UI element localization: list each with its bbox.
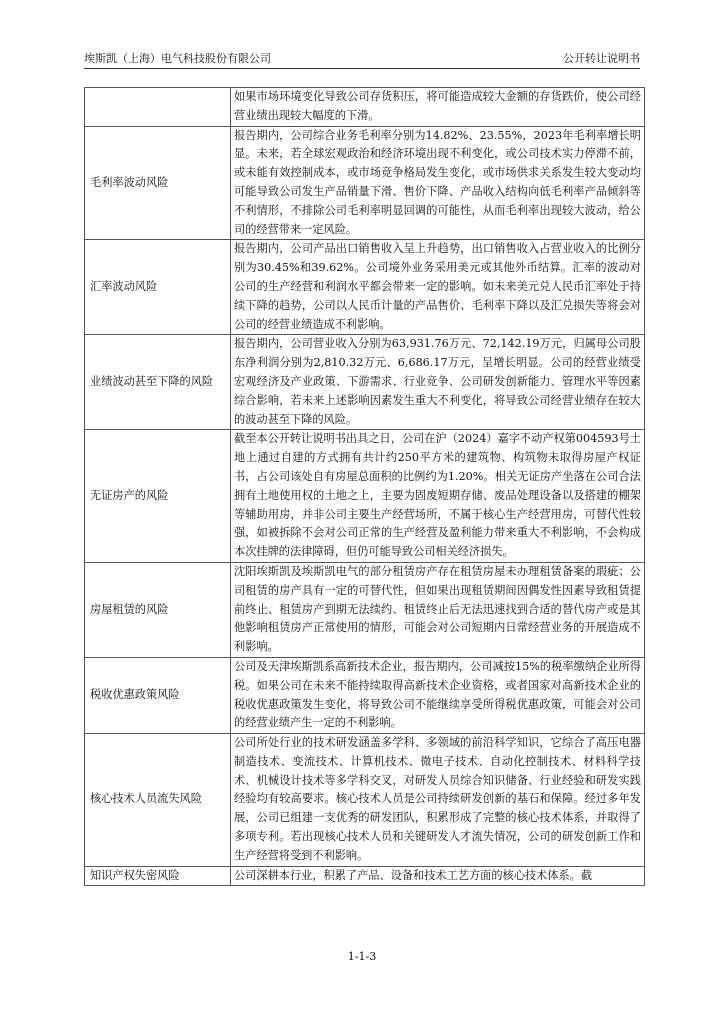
risk-name: 知识产权失密风险: [85, 866, 231, 886]
risk-name: 毛利率波动风险: [85, 126, 231, 240]
table-row: [85, 734, 645, 867]
risk-name: 汇率波动风险: [85, 240, 231, 335]
table-row: [85, 866, 645, 886]
risk-name: 业绩波动甚至下降的风险: [85, 335, 231, 430]
table-row: [85, 430, 645, 563]
table-row: [85, 88, 645, 127]
header-company: 埃斯凯（上海）电气科技股份有限公司: [84, 52, 271, 65]
risk-name: [85, 88, 231, 127]
header-doc-title: 公开转让说明书: [563, 52, 640, 65]
risk-description: 公司深耕本行业，积累了产品、设备和技术工艺方面的核心技术体系。截: [231, 866, 645, 886]
risk-description: 报告期内，公司产品出口销售收入呈上升趋势，出口销售收入占营业收入的比例分别为30.45%和39.62%。公司境外业务采用美元或其他外币结算。汇率的波动对公司的生产经营和利润水平都会带来一定的影响。如未来美元兑人民币汇率处于持续下降的趋势，公司以人民币计量的产品售价、毛利率下降以及汇兑损失等将会对公司的经营业绩造成不利影响。: [231, 240, 645, 335]
risk-name: 无证房产的风险: [85, 430, 231, 563]
risk-name: 税收优惠政策风险: [85, 657, 231, 733]
risk-description: 截至本公开转让说明书出具之日，公司在沪（2024）嘉字不动产权第004593号土地上通过自建的方式拥有共计约250平方米的建筑物、构筑物未取得房屋产权证书，占公司该处自有房屋总面积的比例约为1.20%。相关无证房产坐落在公司合法拥有土地使用权的土地之上，主要为固废短期存储、废品处理设备以及搭建的棚架等辅助用房，并非公司主要生产经营场所，不属于核心生产经营用房，可替代性较强，如被拆除不会对公司正常的生产经营及盈利能力带来重大不利影响，不会构成本次挂牌的法律障碍，但仍可能导致公司相关经济损失。: [231, 430, 645, 563]
table-row: [85, 562, 645, 657]
risk-description: 如果市场环境变化导致公司存货积压，将可能造成较大金额的存货跌价，使公司经营业绩出现较大幅度的下滑。: [231, 88, 645, 127]
risk-description: 公司及天津埃斯凯系高新技术企业，报告期内，公司减按15%的税率缴纳企业所得税。如果公司在未来不能持续取得高新技术企业资格，或者国家对高新技术企业的税收优惠政策发生变化，将导致公司不能继续享受所得税优惠政策，可能会对公司的经营业绩产生一定的不利影响。: [231, 657, 645, 733]
page-header: [84, 51, 640, 67]
page-number: 1-1-3: [347, 950, 377, 963]
risk-description: 沈阳埃斯凯及埃斯凯电气的部分租赁房产存在租赁房屋未办理租赁备案的瑕疵；公司租赁的房产具有一定的可替代性，但如果出现租赁期间因偶发性因素导致租赁提前终止、租赁房产到期无法续约、租赁终止后无法迅速找到合适的替代房产或是其他影响租赁房产正常使用的情形，可能会对公司短期内日常经营业务的开展造成不利影响。: [231, 562, 645, 657]
risk-description: 报告期内，公司综合业务毛利率分别为14.82%、23.55%，2023年毛利率增长明显。未来，若全球宏观政治和经济环境出现不利变化，或公司技术实力停滞不前，或未能有效控制成本，或市场竞争格局发生变化，或市场供求关系发生较大变动均可能导致公司发生产品销量下滑、售价下降、产品收入结构向低毛利率产品倾斜等不利情形，不排除公司毛利率明显回调的可能性，从而毛利率出现较大波动，给公司的经营带来一定风险。: [231, 126, 645, 240]
table-row: [85, 335, 645, 430]
risk-description: 报告期内，公司营业收入分别为63,931.76万元、72,142.19万元，归属母公司股东净利润分别为2,810.32万元、6,686.17万元，呈增长明显。公司的经营业绩受宏观经济及产业政策、下游需求、行业竞争、公司研发创新能力、管理水平等因素综合影响，若未来上述影响因素发生重大不利变化，将导致公司经营业绩存在较大的波动甚至下降的风险。: [231, 335, 645, 430]
risk-description: 公司所处行业的技术研发涵盖多学科、多领域的前沿科学知识，它综合了高压电器制造技术、变流技术、计算机技术、微电子技术、自动化控制技术、材料科学技术、机械设计技术等多学科交叉，对研发人员综合知识储备、行业经验和研发实践经验均有较高要求。核心技术人员是公司持续研发创新的基石和保障。经过多年发展，公司已组建一支优秀的研发团队，积累形成了完整的核心技术体系，并取得了多项专利。若出现核心技术人员和关键研发人才流失情况，公司的研发创新工作和生产经营将受到不利影响。: [231, 734, 645, 867]
table-row: [85, 126, 645, 240]
risk-table: [84, 87, 645, 886]
table-row: [85, 657, 645, 733]
table-row: [85, 240, 645, 335]
risk-name: 房屋租赁的风险: [85, 562, 231, 657]
header-rule: [84, 68, 640, 69]
risk-name: 核心技术人员流失风险: [85, 734, 231, 867]
